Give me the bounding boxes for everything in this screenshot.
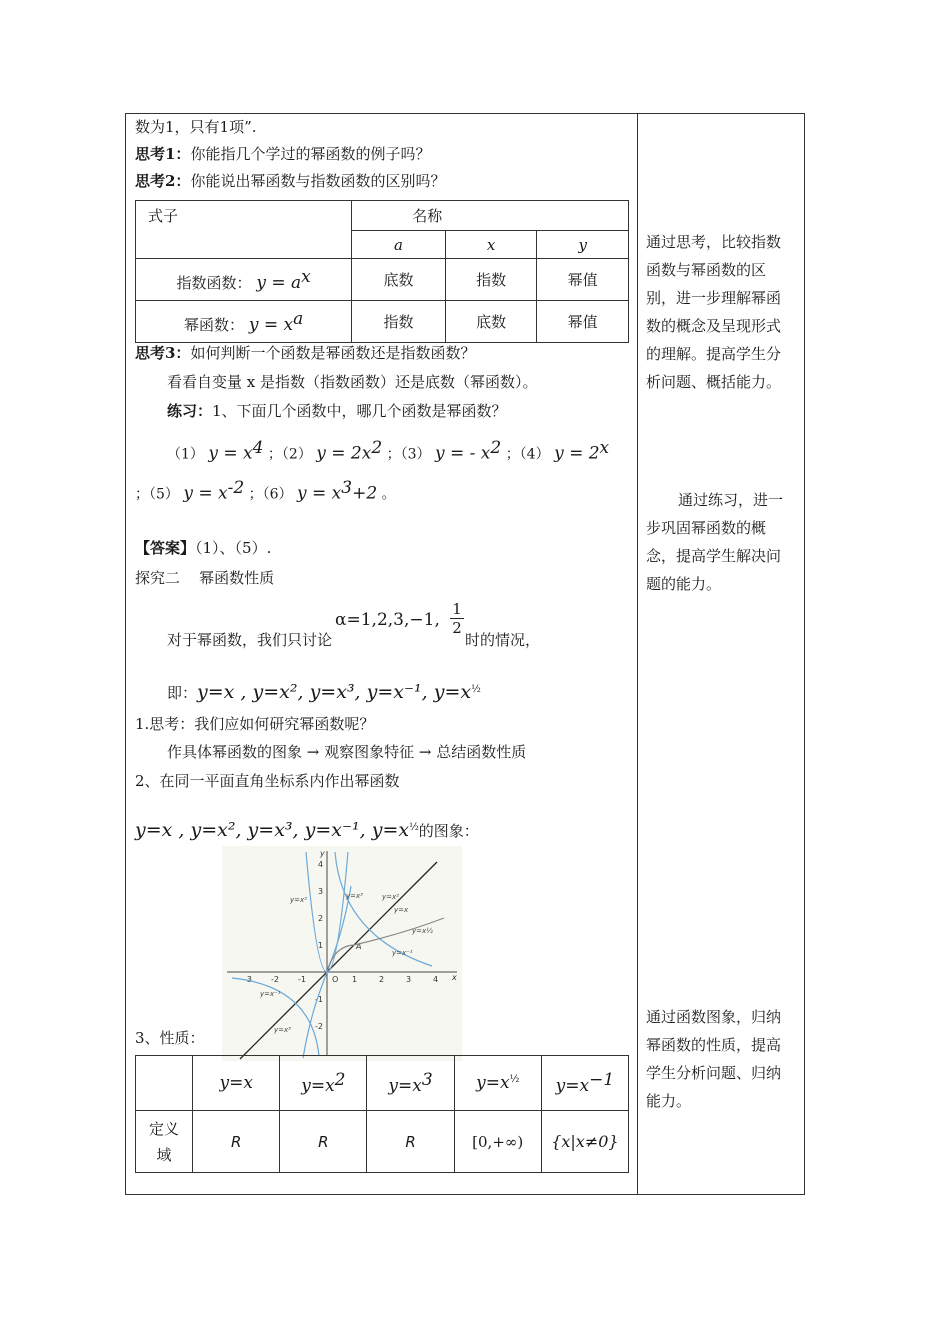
sub-y: y [537,231,629,259]
opt5-num: ；（5） [135,486,179,503]
opt4-sup: x [599,438,610,458]
x-axis-label: x [452,973,457,982]
opt6-num: ；（6） [248,486,293,503]
y-tick-3: 3 [318,887,324,896]
think3-label: 思考3： [135,344,191,362]
explore2-heading: 探究二 幂函数性质 [135,569,275,587]
property-table [135,1055,629,1173]
opt2-num: ；（2） [267,446,312,463]
think1-text: 你能指几个学过的幂函数的例子吗？ [190,145,431,163]
intro-line: 数为1，只有1项”. [135,118,257,136]
opt5: y = x [183,483,228,504]
q3: 3、性质： [135,1029,205,1047]
opt-end: 。 [381,486,396,503]
side-note-3: 通过函数图象，归纳幂函数的性质，提高学生分析问题、归纳能力。 [646,1008,782,1110]
opt3: y = - x [435,443,491,464]
opt1-sup: 4 [252,438,264,458]
func-list2: y=x , y=x², y=x³, y=x⁻¹, y=x [135,819,410,841]
sub-x: x [445,231,537,259]
discuss-tail: 时的情况， [465,631,541,649]
row1-formula: y = a [256,272,302,293]
label-x3-neg: y=x³ [274,1026,291,1034]
answer-text: （1）、（5）. [195,539,272,557]
opt6-sup: 3 [341,478,353,498]
half-sup: ½ [471,684,481,695]
prop-h4: y=x [476,1073,510,1093]
options-row-1 [167,438,609,465]
row1-a: 底数 [352,259,446,301]
think2 [135,171,445,191]
point-a-label: A [356,942,362,951]
label-x3: y=x³ [346,892,363,900]
think1 [135,144,430,164]
prop-h1: y=x [193,1056,280,1111]
prop-d1: R [193,1111,280,1173]
half-num: 1 [452,600,462,618]
label-xinv-neg: y=x⁻¹ [260,990,281,998]
y-tick-4: 4 [318,860,324,869]
think3 [135,343,475,363]
label-sqrt: y=x½ [412,927,433,935]
alpha-list: α=1,2,3,−1, [335,610,440,630]
options-row-2 [135,478,396,505]
prop-d2: R [280,1111,367,1173]
label-x2: y=x² [382,893,399,901]
prop-d3: R [367,1111,454,1173]
opt4-num: ；（4） [505,446,550,463]
prop-h4-sup: ½ [509,1074,520,1085]
power-function-graph [222,846,462,1061]
prop-h4-cell [454,1056,541,1111]
row2-x: 底数 [445,301,537,343]
x-tick-m2: -2 [271,975,279,984]
prop-corner [136,1056,193,1111]
think2-text: 你能说出幂函数与指数函数的区别吗？ [190,172,446,190]
opt6: y = x [297,483,342,504]
opt6-tail: +2 [352,483,378,504]
sub-a: a [352,231,446,259]
row1-label: 指数函数： [176,273,252,292]
prop-h2: y=x [301,1076,335,1096]
opt2-sup: 2 [371,438,383,458]
row1-x: 指数 [445,259,537,301]
column-divider [637,113,638,1195]
row1-formula-cell [136,259,352,301]
y-tick-m2: -2 [315,1022,323,1031]
opt5-sup: -2 [227,478,245,498]
row2-formula: y = x [248,314,294,335]
row2-y: 幂值 [537,301,629,343]
y-tick-1: 1 [318,941,324,950]
prop-h3-cell [367,1056,454,1111]
label-x2-left: y=x² [290,896,307,904]
half-fraction [450,600,464,637]
half-sup-2: ½ [409,822,419,833]
opt1-num: （1） [167,446,204,463]
graph-svg [222,846,462,1061]
alpha-values [335,610,440,630]
compare-table [135,200,629,343]
func-list2-tail: 的图象： [418,822,479,840]
label-x: y=x [394,906,409,914]
x-tick-2: 2 [379,975,385,984]
x-tick-1: 1 [352,975,358,984]
practice [167,401,507,421]
row1-formula-sup: x [301,266,311,287]
side-note-2: 通过练习，进一步巩固幂函数的概念，提高学生解决问题的能力。 [646,491,784,593]
curve-y-x [240,862,437,1059]
prop-h3-sup: 3 [421,1070,433,1090]
answer-label: 【答案】 [135,539,196,557]
y-tick-m1: -1 [315,995,323,1004]
func-list2-line [135,818,479,841]
origin-label: O [332,975,339,984]
think1-label: 思考1： [135,145,191,163]
header-formula: 式子 [136,201,352,259]
prop-h5-sup: −1 [589,1070,615,1090]
prop-h3: y=x [388,1076,422,1096]
row2-a: 指数 [352,301,446,343]
think3-answer: 看看自变量 x 是指数（指数函数）还是底数（幂函数）。 [167,373,538,391]
prop-row-label: 定义域 [136,1111,193,1173]
y-axis-label: y [320,849,325,858]
half-den: 2 [450,618,464,637]
discuss-text: 对于幂函数，我们只讨论 [167,631,333,649]
x-tick-4: 4 [433,975,439,984]
side-note-1: 通过思考，比较指数函数与幂函数的区别，进一步理解幂函数的概念及呈现形式的理解。提高学生分析问题、概括能力。 [646,233,782,391]
opt3-num: ；（3） [386,446,431,463]
prop-d5: {x|x≠0} [541,1111,628,1173]
row2-formula-cell [136,301,352,343]
opt1: y = x [208,443,253,464]
prop-h5: y=x [555,1076,590,1096]
prop-h5-cell [541,1056,628,1111]
x-tick-m3: -3 [244,975,252,984]
prop-h2-cell [280,1056,367,1111]
prop-h2-sup: 2 [334,1070,346,1090]
opt3-sup: 2 [490,438,502,458]
y-tick-2: 2 [318,914,324,923]
think3-text: 如何判断一个函数是幂函数还是指数函数？ [190,344,476,362]
x-tick-m1: -1 [298,975,306,984]
namely-label: 即： [167,684,198,702]
namely-line [167,680,481,703]
label-xinv-pos: y=x⁻¹ [392,949,413,957]
row2-label: 幂函数： [184,315,245,334]
row1-y: 幂值 [537,259,629,301]
answer [135,538,271,558]
opt4: y = 2 [554,443,600,464]
q1: 1.思考：我们应如何研究幂函数呢？ [135,715,375,733]
header-name: 名称 [352,201,629,231]
func-list: y=x , y=x², y=x³, y=x⁻¹, y=x [197,681,472,703]
practice-text: 1、下面几个函数中，哪几个函数是幂函数？ [212,402,507,420]
practice-label: 练习： [167,402,213,420]
q1-steps: 作具体幂函数的图象 → 观察图象特征 → 总结函数性质 [167,743,527,761]
q2: 2、在同一平面直角坐标系内作出幂函数 [135,772,400,790]
think2-label: 思考2： [135,172,191,190]
prop-d4: [0,+∞) [454,1111,541,1173]
opt2: y = 2x [316,443,372,464]
x-tick-3: 3 [406,975,412,984]
row2-formula-sup: a [293,308,304,329]
